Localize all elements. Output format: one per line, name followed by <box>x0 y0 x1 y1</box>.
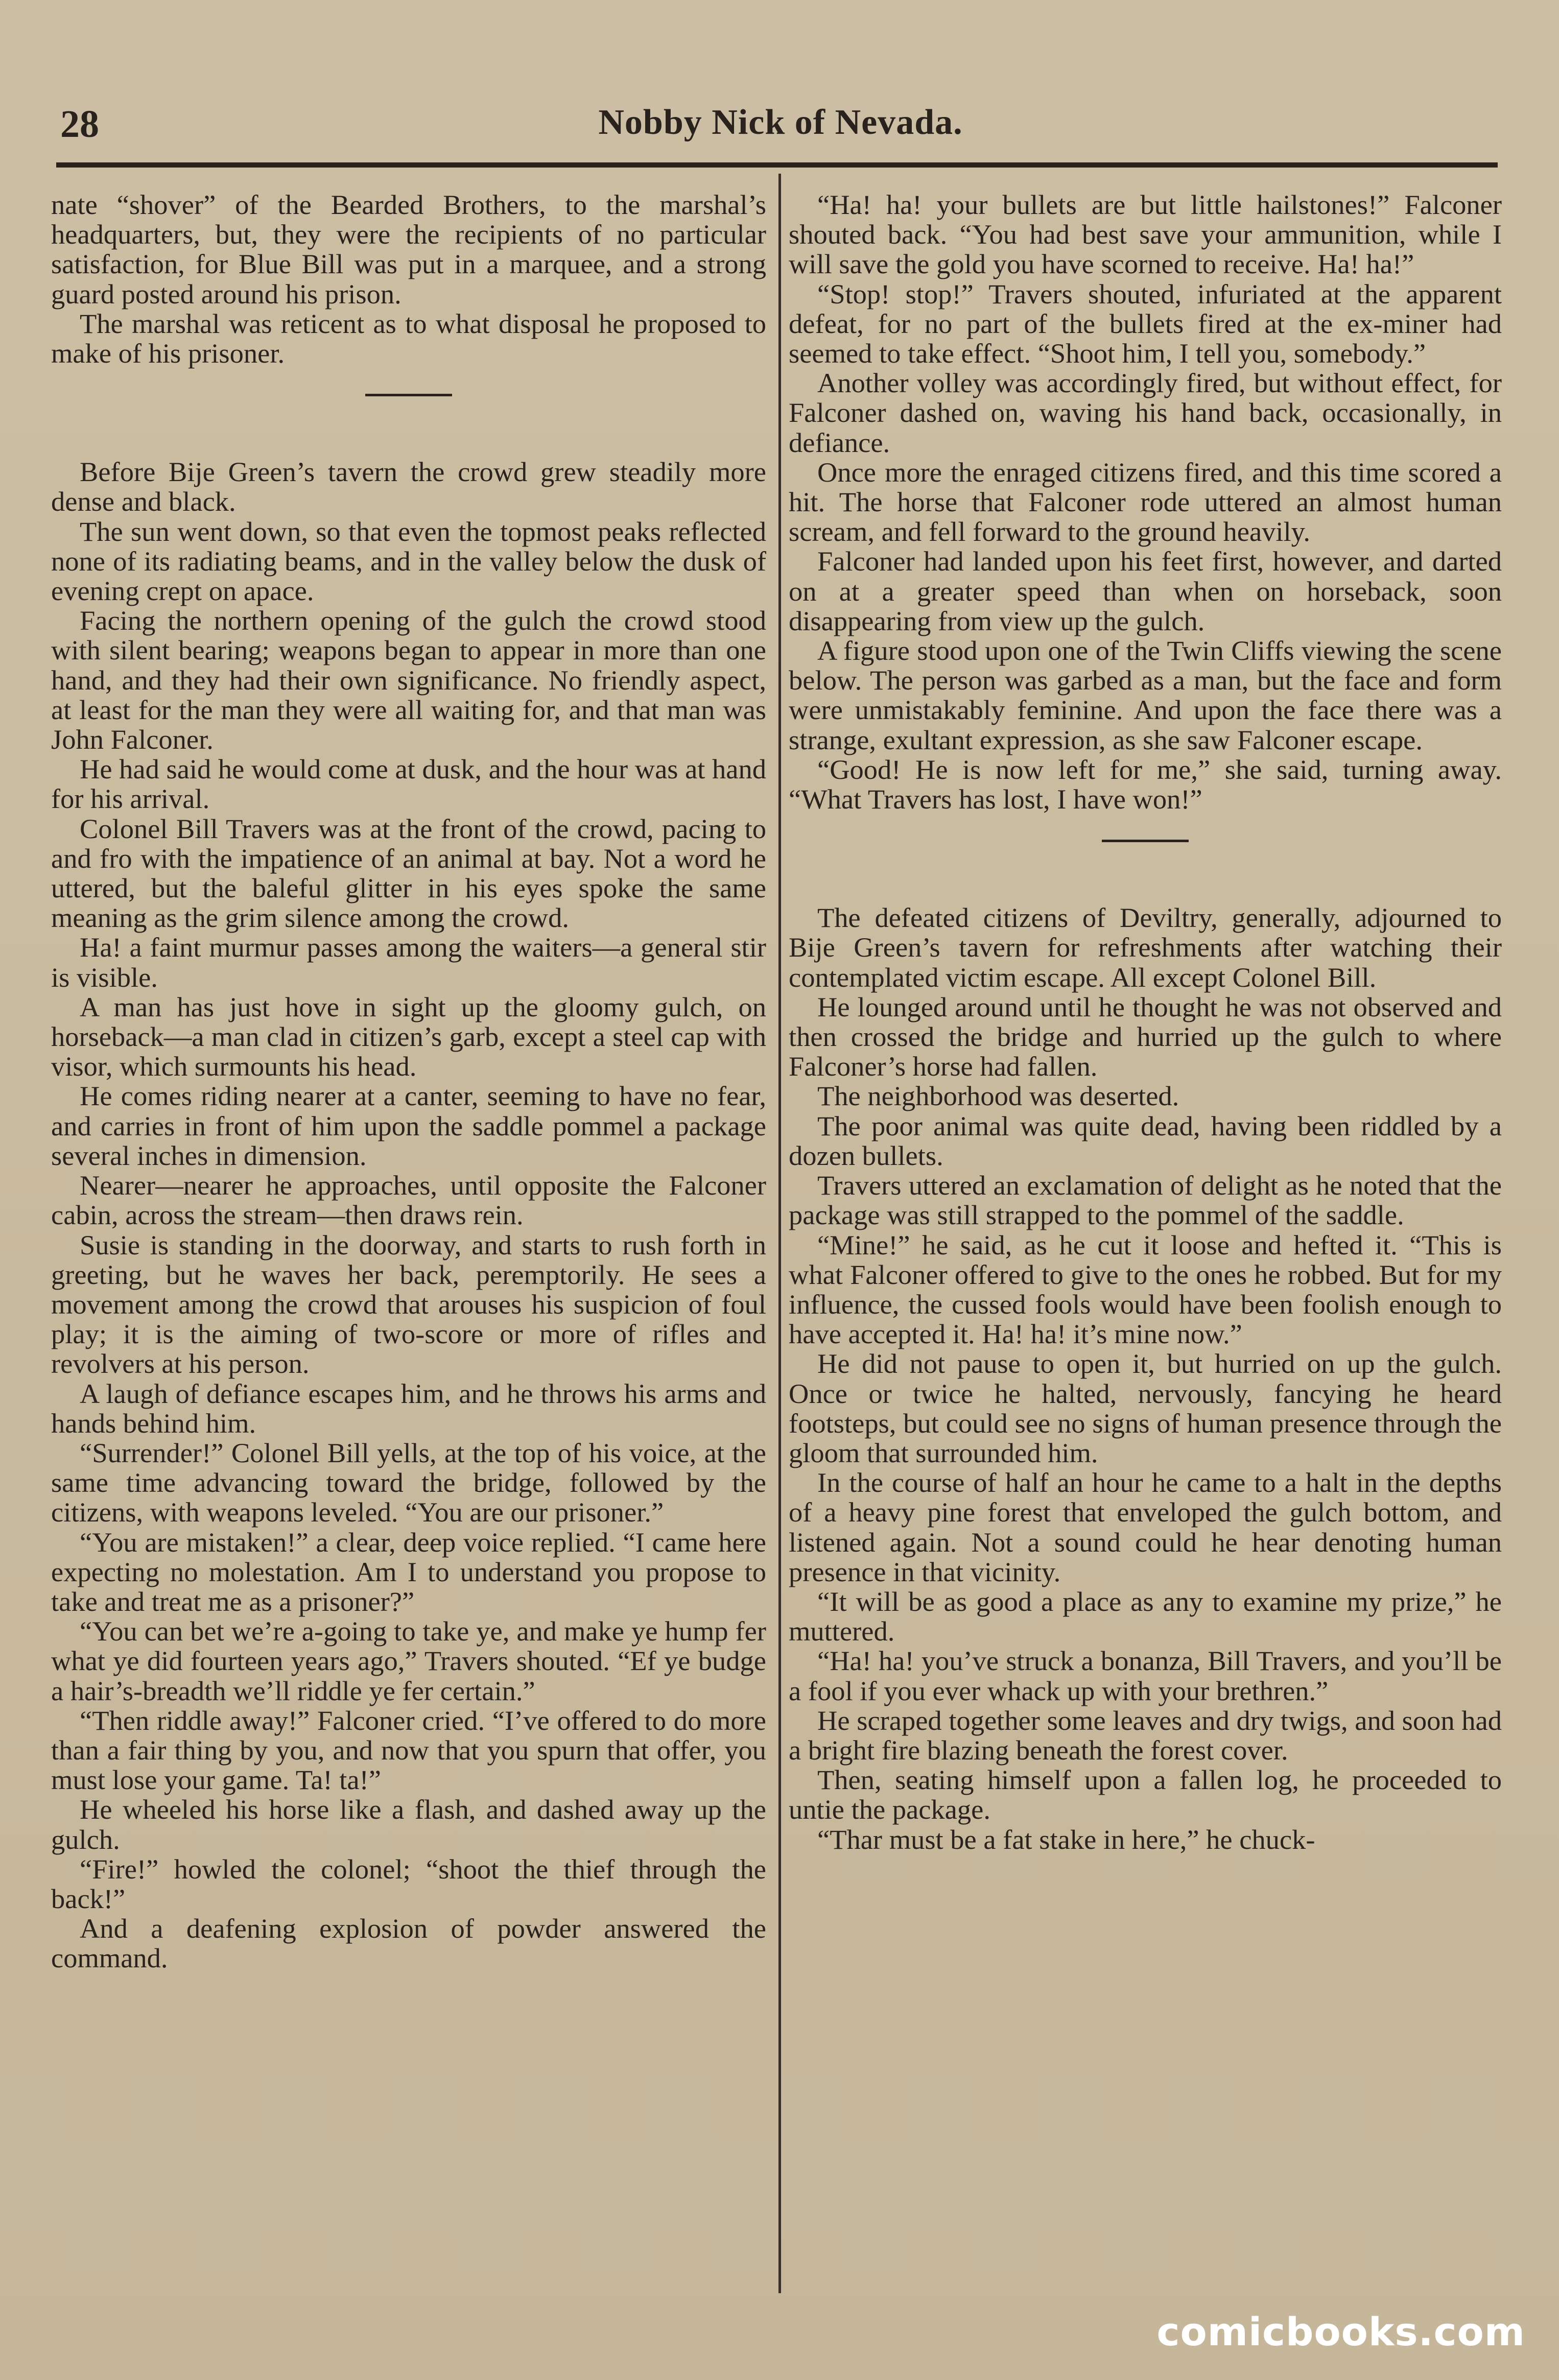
paragraph: Ha! a faint murmur passes among the waiters—a general stir is visible. <box>51 932 766 993</box>
section-separator <box>51 368 766 457</box>
paragraph: In the course of half an hour he came to a halt in the depths of a heavy pine forest that enveloped the gulch bottom, and listened again. Not a sound could he hear denoting human presence in that vicinity. <box>789 1467 1502 1587</box>
paragraph: The sun went down, so that even the topmost peaks reflected none of its radiating beams, and in the valley below the dusk of evening crept on apace. <box>51 515 766 607</box>
watermark: comicbooks.com <box>1156 2309 1525 2354</box>
paragraph: A figure stood upon one of the Twin Cliffs viewing the scene below. The person was garbed as a man, but the face and form were unmistakably feminine. And upon the face there was a strange, exultant expression, as she saw Falconer escape. <box>789 635 1502 755</box>
paragraph: “Surrender!” Colonel Bill yells, at the top of his voice, at the same time advancing toward the bridge, followed by the citizens, with weapons leveled. “You are our prisoner.” <box>51 1437 766 1528</box>
paragraph: “Ha! ha! your bullets are but little hailstones!” Falconer shouted back. “You had best save your ammunition, while I will save the gold you have scorned to receive. Ha! ha!” <box>789 190 1502 280</box>
page-header <box>60 97 1501 153</box>
running-title: Nobby Nick of Nevada. <box>598 103 963 142</box>
left-column <box>51 190 766 2284</box>
paragraph: “It will be as good a place as any to examine my prize,” he muttered. <box>789 1585 1502 1647</box>
paragraph: “Good! He is now left for me,” she said, turning away. “What Travers has lost, I have won!” <box>789 753 1502 815</box>
right-column <box>789 190 1502 2284</box>
paragraph: Once more the enraged citizens fired, and this time scored a hit. The horse that Falconer rode uttered an almost human scream, and fell forward to the ground heavily. <box>789 456 1502 548</box>
paragraph: The defeated citizens of Deviltry, generally, adjourned to Bije Green’s tavern for refreshments after watching their contemplated victim escape. All except Colonel Bill. <box>789 902 1502 993</box>
paragraph: “You are mistaken!” a clear, deep voice replied. “I came here expecting no molestation. Am I to understand you propose to take and treat me as a prisoner?” <box>51 1526 766 1617</box>
section-separator <box>789 814 1502 903</box>
paragraph: He scraped together some leaves and dry twigs, and soon had a bright fire blazing beneath the forest cover. <box>789 1704 1502 1766</box>
paragraph: nate “shover” of the Bearded Brothers, to the marshal’s headquarters, but, they were the recipients of no particular satisfaction, for Blue Bill was put in a marquee, and a strong guard posted around his prison. <box>51 190 766 310</box>
paragraph: Falconer had landed upon his feet first, however, and darted on at a greater speed than when on horseback, soon disappearing from view up the gulch. <box>789 545 1502 636</box>
paragraph: And a deafening explosion of powder answered the command. <box>51 1913 766 1974</box>
paragraph: “Mine!” he said, as he cut it loose and hefted it. “This is what Falconer offered to give to the ones he robbed. But for my influence, the cussed fools would have been foolish enough to have accepted it. Ha! ha! it’s mine now.” <box>789 1229 1502 1350</box>
paragraph: Before Bije Green’s tavern the crowd grew steadily more dense and black. <box>51 456 766 517</box>
paragraph: A man has just hove in sight up the gloomy gulch, on horseback—a man clad in citizen’s garb, except a steel cap with visor, which surmounts his head. <box>51 991 766 1082</box>
paragraph: He comes riding nearer at a canter, seeming to have no fear, and carries in front of him upon the saddle pommel a package several inches in dimension. <box>51 1080 766 1171</box>
paragraph: “Fire!” howled the colonel; “shoot the thief through the back!” <box>51 1853 766 1914</box>
page-number: 28 <box>60 103 99 146</box>
paragraph: He wheeled his horse like a flash, and dashed away up the gulch. <box>51 1794 766 1855</box>
paragraph: “You can bet we’re a-going to take ye, and make ye hump fer what ye did fourteen years ago,” Travers shouted. “Ef ye budge a hair’s-breadth we’ll riddle ye fer certain.” <box>51 1615 766 1706</box>
paragraph: Facing the northern opening of the gulch the crowd stood with silent bearing; weapons began to appear in more than one hand, and they had their own significance. No friendly aspect, at least for the man they were all waiting for, and that man was John Falconer. <box>51 605 766 755</box>
paragraph: The marshal was reticent as to what disposal he proposed to make of his prisoner. <box>51 307 766 369</box>
paragraph: Travers uttered an exclamation of delight as he noted that the package was still strapped to the pommel of the saddle. <box>789 1170 1502 1231</box>
paragraph: “Ha! ha! you’ve struck a bonanza, Bill Travers, and you’ll be a fool if you ever whack up with your brethren.” <box>789 1645 1502 1706</box>
paragraph: Nearer—nearer he approaches, until opposite the Falconer cabin, across the stream—then draws rein. <box>51 1170 766 1231</box>
paragraph: He lounged around until he thought he was not observed and then crossed the bridge and hurried up the gulch to where Falconer’s horse had fallen. <box>789 991 1502 1082</box>
column-divider <box>778 174 781 2293</box>
header-rule <box>56 162 1498 168</box>
paragraph: A laugh of defiance escapes him, and he throws his arms and hands behind him. <box>51 1377 766 1439</box>
paragraph: He did not pause to open it, but hurried on up the gulch. Once or twice he halted, nervously, fancying he heard footsteps, but could see no signs of human presence through the gloom that surrounded him. <box>789 1348 1502 1468</box>
paragraph: Then, seating himself upon a fallen log, he proceeded to untie the package. <box>789 1764 1502 1825</box>
paragraph: Colonel Bill Travers was at the front of the crowd, pacing to and fro with the impatience of an animal at bay. Not a word he uttered, but the baleful glitter in his eyes spoke the same meaning as the grim silence among the crowd. <box>51 813 766 934</box>
paragraph: “Thar must be a fat stake in here,” he chuck- <box>817 1823 1315 1855</box>
paragraph: “Stop! stop!” Travers shouted, infuriated at the apparent defeat, for no part of the bullets fired at the ex-miner had seemed to take effect. “Shoot him, I tell you, somebody.” <box>789 278 1502 369</box>
paragraph: Another volley was accordingly fired, but without effect, for Falconer dashed on, waving his hand back, occasionally, in defiance. <box>789 367 1502 458</box>
paragraph: The neighborhood was deserted. <box>817 1080 1179 1112</box>
paragraph: “Then riddle away!” Falconer cried. “I’ve offered to do more than a fair thing by you, and now that you spurn that offer, you must lose your game. Ta! ta!” <box>51 1704 766 1796</box>
paragraph: Susie is standing in the doorway, and starts to rush forth in greeting, but he waves her back, peremptorily. He sees a movement among the crowd that arouses his suspicion of foul play; it is the aiming of two-score or more of rifles and revolvers at his person. <box>51 1229 766 1379</box>
paragraph: The poor animal was quite dead, having been riddled by a dozen bullets. <box>789 1110 1502 1171</box>
paragraph: He had said he would come at dusk, and the hour was at hand for his arrival. <box>51 753 766 815</box>
